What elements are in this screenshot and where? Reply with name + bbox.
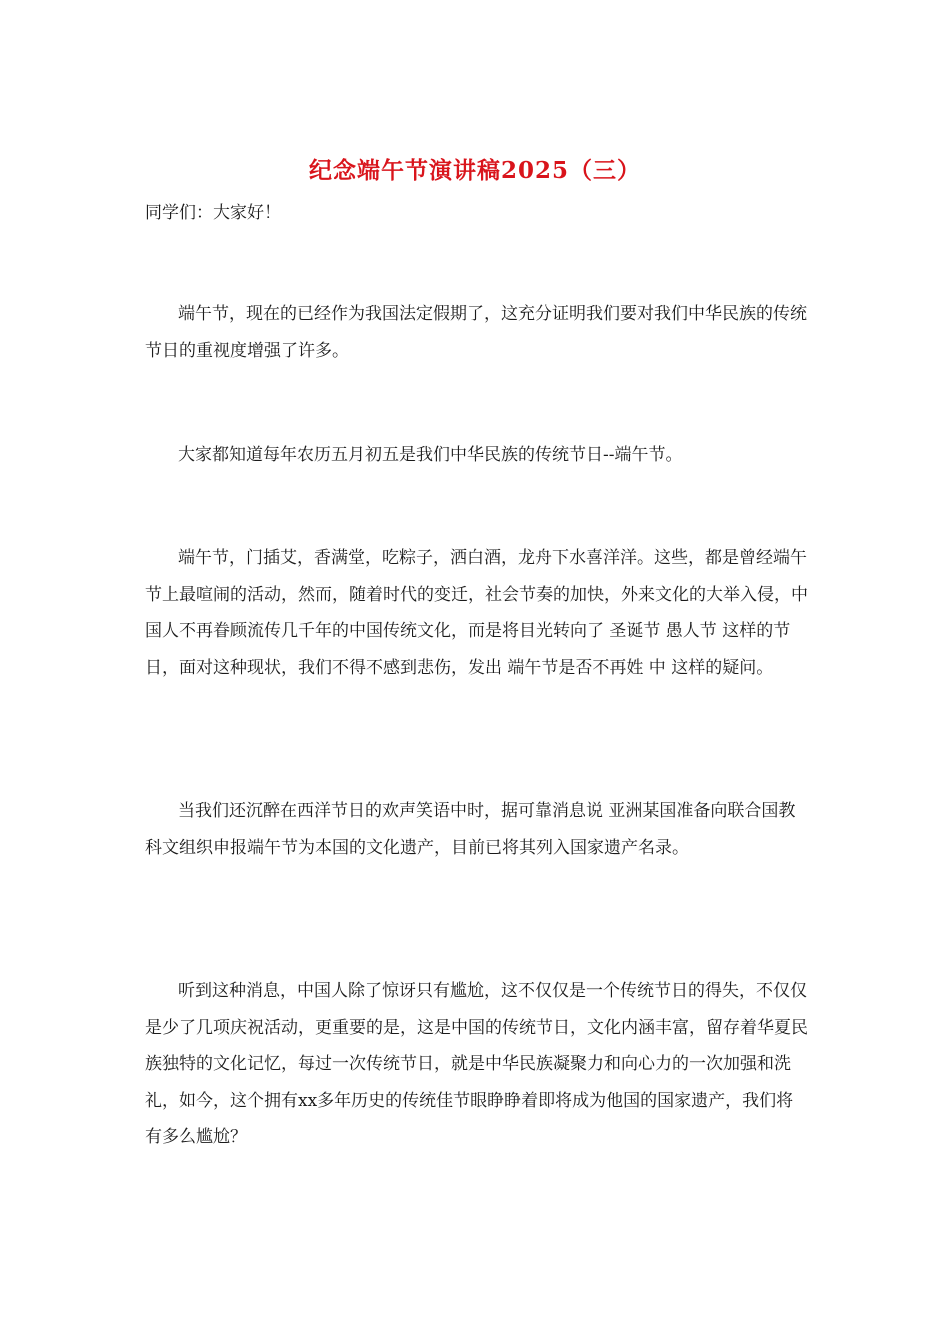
document-title: 纪念端午节演讲稿2025（三）: [308, 157, 641, 184]
paragraph-1: 端午节，现在的已经作为我国法定假期了，这充分证明我们要对我们中华民族的传统节日的重视度增强了许多。: [145, 304, 807, 361]
paragraph-4: 当我们还沉醉在西洋节日的欢声笑语中时，据可靠消息说 亚洲某国准备向联合国教科文组织申报端午节为本国的文化遗产，目前已将其列入国家遗产名录。: [145, 801, 796, 858]
paragraph-2: 大家都知道每年农历五月初五是我们中华民族的传统节日--端午节。: [178, 445, 683, 465]
paragraph-3: 端午节，门插艾，香满堂，吃粽子，洒白酒，龙舟下水喜洋洋。这些，都是曾经端午节上最喧闹的活动，然而，随着时代的变迁，社会节奏的加快，外来文化的大举入侵，中国人不再眷顾流传几千年的中国传统文化，而是将目光转向了 圣诞节 愚人节 这样的节日，面对这种现状，我们不得不感到悲伤，发出 端午节是否不再姓 中 这样的疑问。: [145, 548, 808, 678]
paragraph-5: 听到这种消息，中国人除了惊讶只有尴尬，这不仅仅是一个传统节日的得失，不仅仅是少了几项庆祝活动，更重要的是，这是中国的传统节日，文化内涵丰富，留存着华夏民族独特的文化记忆，每过一次传统节日，就是中华民族凝聚力和向心力的一次加强和洗礼，如今，这个拥有xx多年历史的传统佳节眼睁睁着即将成为他国的国家遗产，我们将有多么尴尬？: [145, 981, 808, 1147]
greeting-line: 同学们：大家好！: [145, 203, 281, 223]
